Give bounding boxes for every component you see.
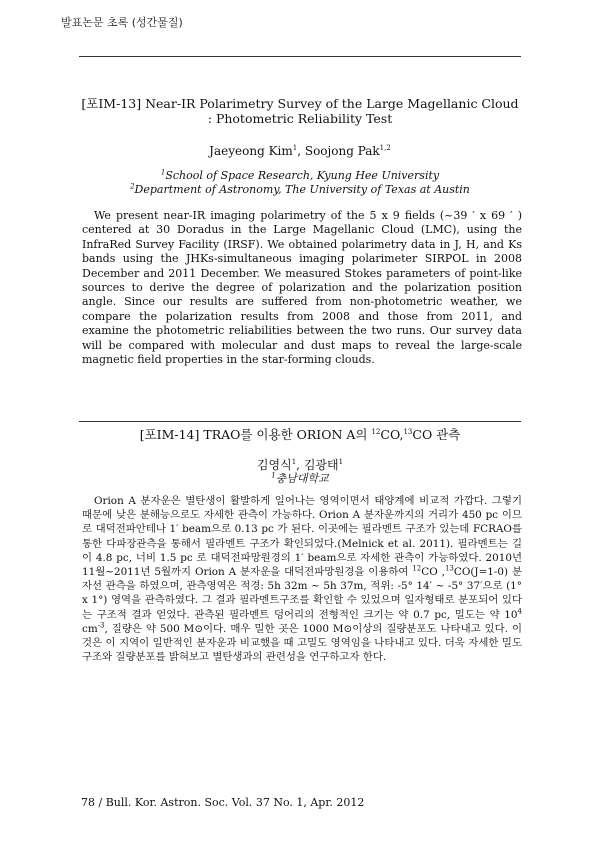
paper2-abstract-c: CO(J=1-0) 분자선 관측을 하였으며, 관측영역은 적경: 5h 32m ~ 5h 37m, 적위: -5° 14′ ~ -5° 37′으로 (1° x 1°) 영역을 관측하였다. 그 결과 필라멘트구조를 확인할 수 있었으며 일자형태로 분포되어 있다는 구조적 결과 얻었다. 관측된 필라멘트 덩어리의 전형적인 크기는 약 0.7 pc, 밀도는 약 10 bbox=[82, 566, 522, 621]
paper1-aff1-text: School of Space Research, Kyung Hee University bbox=[165, 169, 440, 182]
running-header: 발표논문 초록 (성간물질) bbox=[61, 16, 183, 29]
paper2-affiliation-1 bbox=[0, 472, 600, 486]
paper1-author-1-sup: 1 bbox=[292, 144, 298, 152]
paper1-aff2-num: 2 bbox=[130, 182, 135, 191]
paper1-title-line1: [포IM-13] Near-IR Polarimetry Survey of the Large Magellanic Cloud bbox=[81, 96, 519, 111]
paper2-title-sup1: 12 bbox=[371, 427, 381, 436]
paper2-abstract-a: Orion A 분자운은 별탄생이 활발하게 일어나는 영역이면서 태양계에 비교적 가깝다. 그렇기 때문에 낮은 분해능으로도 자세한 관측이 가능하다. Orion A 분자운까지의 거리가 450 pc 이므로 대덕전파안테나 1′ beam으로 0.13 pc 가 된다. 이곳에는 필라멘트 구조가 있는데 FCRAO를 통한 다파장관측을 통해서 필라멘트 구조가 확인되었다.(Melnick et al. 2011). 필라멘트는 길이 4.8 pc, 너비 1.5 pc 로 대덕전파망원경의 1′ beam으로 자세한 관측이 가능하였다. 2010년 11월~2011년 5월까지 Orion A 분자운을 대덕전파망원경을 이용하여 bbox=[82, 495, 522, 579]
paper2-abstract bbox=[82, 494, 522, 664]
paper2-author-2-sup: 1 bbox=[338, 458, 344, 466]
page-footer: 78 / Bull. Kor. Astron. Soc. Vol. 37 No. 1, Apr. 2012 bbox=[81, 796, 365, 809]
paper1-title-line2: : Photometric Reliability Test bbox=[207, 111, 393, 126]
paper2-abstract-sup4: -3 bbox=[97, 621, 105, 630]
paper2-title-post: CO 관측 bbox=[412, 427, 461, 442]
paper1-author-2: Soojong Pak bbox=[304, 144, 380, 158]
paper2-affiliations bbox=[0, 472, 600, 486]
paper1-author-sep: , bbox=[297, 144, 305, 158]
paper1-author-1: Jaeyeong Kim bbox=[209, 144, 293, 158]
paper2-title-sup2: 13 bbox=[403, 427, 413, 436]
paper1-title bbox=[0, 96, 600, 126]
paper2-title-pre: [포IM-14] TRAO를 이용한 ORION A의 bbox=[139, 427, 372, 442]
paper2-abstract-sup1: 12 bbox=[412, 564, 422, 573]
paper2-abstract-d: cm bbox=[82, 622, 98, 635]
header-rule bbox=[79, 56, 521, 57]
paper2-aff1-text: 충남대학교 bbox=[275, 472, 329, 485]
paper2-title bbox=[0, 427, 600, 442]
paper2-abstract-sup2: 13 bbox=[444, 564, 454, 573]
paper2-author-1-sup: 1 bbox=[291, 458, 297, 466]
paper2-author-2: 김광태 bbox=[303, 458, 339, 472]
paper1-affiliations bbox=[0, 169, 600, 197]
paper1-affiliation-1 bbox=[0, 169, 600, 183]
paper2-authors bbox=[0, 456, 600, 473]
paper2-abstract-sup3: 4 bbox=[517, 607, 522, 616]
paper2-author-sep: , bbox=[296, 458, 304, 472]
paper1-affiliation-2 bbox=[0, 183, 600, 197]
paper2-aff1-num: 1 bbox=[271, 471, 276, 480]
paper2-abstract-b: CO , bbox=[421, 566, 445, 579]
paper2-author-1: 김영식 bbox=[256, 458, 292, 472]
paper1-aff2-text: Department of Astronomy, The University of Texas at Austin bbox=[134, 183, 470, 196]
paper1-aff1-num: 1 bbox=[160, 168, 166, 177]
section-rule bbox=[79, 421, 521, 422]
paper2-abstract-e: , 질량은 약 500 M⊙이다. 매우 밀한 곳은 1000 M⊙이상의 질량분포도 나타내고 있다. 이것은 이 지역이 일반적인 분자운과 비교했을 때 고밀도 영역임을 나타내고 있다. 더욱 자세한 밀도구조와 질량분포를 밝혀보고 별탄생과의 관련성을 연구하고자 한다. bbox=[82, 622, 522, 664]
paper1-abstract: We present near-IR imaging polarimetry of the 5 x 9 fields (~39 ′ x 69 ′ ) centered at 30 Doradus in the Large Magellanic Cloud (LMC), using the InfraRed Survey Facility (IRSF). We obtained polarimetry data in J, H, and Ks bands using the JHKs-simultaneous imaging polarimeter SIRPOL in 2008 December and 2011 December. We measured Stokes parameters of point-like sources to derive the degree of polarization and the polarization position angle. Since our results are suffered from non-photometric weather, we compare the polarization results from 2008 and those from 2011, and examine the photometric reliabilities between the two runs. Our survey data will be compared with molecular and dust maps to reveal the large-scale magnetic field properties in the star-forming clouds. bbox=[82, 209, 522, 367]
paper2-title-mid: CO, bbox=[380, 427, 404, 442]
paper1-author-2-sup: 1,2 bbox=[379, 144, 391, 152]
paper1-authors bbox=[0, 144, 600, 158]
